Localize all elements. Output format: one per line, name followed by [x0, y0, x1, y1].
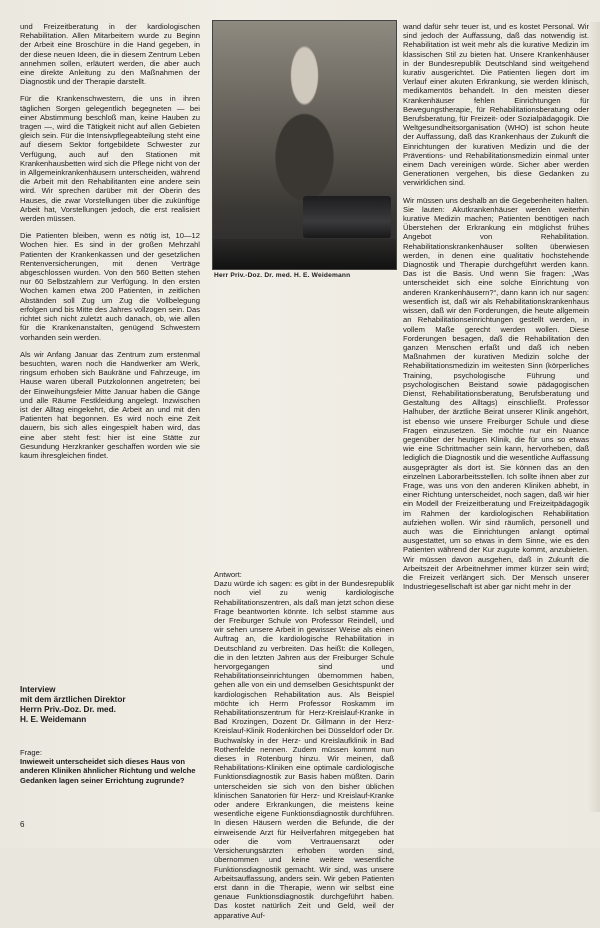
paragraph: Für die Krankenschwestern, die uns in ihren täglichen Sorgen gelegentlich begegneten — bei einer Abstimmung beschloß man, keine Hauben zu tragen —, wird die Tätigkeit nicht auf allen Gebieten gleich sein. Für die Intensivpflegeabteilung steht eine auf diesem Sektor fortgebildete Schwester zur Verfügung, auch auf den Stationen mit Krankenhausbetten wird sich die Pflege nicht von der in Allgemeinkrankenhäusern unterscheiden, während die Arbeit mit den Rehabilitanten eine andere sein wird. Wir sprechen darüber mit der Oberin des Hauses, die zwar Vorstellungen über die zukünftige Arbeit hat, Vorstellungen jedoch, die erst realisiert werden müssen. — [20, 94, 200, 224]
question-text: Inwieweit unterscheidet sich dieses Haus von anderen Kliniken ähnlicher Richtung und welche Gedanken lagen seiner Errichtung zugrunde? — [20, 757, 196, 785]
answer-label: Antwort: — [214, 570, 242, 579]
paragraph: wand dafür sehr teuer ist, und es kostet Personal. Wir sind jedoch der Auffassung, daß das notwendig ist. Rehabilitation ist weit mehr als die kurative Medizin im klassischen Stil zu bieten hat. Unsere Krankenhäuser in der Bundesrepublik Deutschland sind weitgehend kurativ ausgerichtet. Die Patienten liegen dort im Verlauf einer akuten Erkrankung, sie werden klinisch, medikamentös behandelt. In den meisten dieser Krankenhäuser fehlen Einrichtungen für Bewegungstherapie, für Rehabilitationsberatung oder Berufsberatung, für Freizeit- oder Sozialpädagogik. Die Weltgesundheitsorganisation (WHO) ist schon heute der Auffassung, daß das Krankenhaus der Zukunft die Einrichtungen der kurativen Medizin und die der Präventions- und Rehabilitationsmedizin einmal unter einem Dach vereinigen würde. Sicher aber werden Generationen vergehen, bis diese Gedanken zu verwirklichen sind. — [403, 22, 589, 188]
interview-question — [20, 748, 200, 785]
article-column-middle — [214, 570, 394, 928]
photo-caption: Herr Priv.-Doz. Dr. med. H. E. Weidemann — [214, 272, 351, 279]
typewriter-image — [303, 196, 391, 238]
paragraph: Als wir Anfang Januar das Zentrum zum erstenmal besuchten, waren noch die Handwerker am Werk, ringsum erhoben sich Baukräne und Fahrzeuge, im Hause waren überall Putzkolonnen angetreten; bei der Einweihungsfeier Mitte Januar haben die Gänge und alle Räume Festkleidung angelegt. Inzwischen ist der Alltag eingekehrt, die Arbeit an und mit den Patienten hat begonnen. Es wird noch eine Zeit dauern, bis sich alles eingespielt haben wird, das eine aber steht fest: hier ist eine Stätte zur Gesundung Herzkranker geschaffen worden wie sie kaum ihresgleichen findet. — [20, 349, 200, 460]
interview-heading — [20, 685, 200, 725]
desk-image — [213, 239, 396, 269]
article-column-right — [403, 22, 589, 599]
interview-heading-line: H. E. Weidemann — [20, 715, 87, 724]
portrait-photo — [212, 20, 397, 270]
paragraph: Wir müssen uns deshalb an die Gegebenheiten halten. Sie lauten: Akutkrankenhäuser werden weiterhin kurative Medizin machen; Patienten benötigen nach Überstehen der Erkrankung ein möglichst frühes Angebot von Rehabilitation. Rehabilitationskrankenhäuser sollten überwiesen werden, in denen eine qualitativ hochstehende Diagnostik und Therapie durchgeführt werden kann. Das ist die Basis. Und wenn Sie fragen: „Was unterscheidet sich eine solche Einrichtung von anderen Krankenhäusern?“, dann kann ich nur sagen: wesentlich ist, daß wir als Rehabilitationskrankenhaus wissen, daß wir den Forderungen, die heute allgemein an Rehabilitationseinrichtungen gestellt werden, in vollem Maße gerecht werden wollen. Diese Forderungen besagen, daß die Rehabilitation den ganzen Menschen erfaßt und daß ich neben Maßnahmen der kurativen Medizin solche der Rehabilitationsmedizin im weitesten Sinn (körperliches Training, psychologische Führung und psychologischen Beistand sowie pädagogischen Dienst, Rehabilitationsberatung, Berufsberatung und Gestaltung des Alltags) einschließt. Professor Halhuber, der ärztliche Beirat unserer Klinik angehört, ist ebenso wie unsere Freiburger Schule und diese Fragen einzusetzen. Sie möchte nur ein Nuance gegenüber der heutigen Klinik, die für uns so etwas wie eine Schrittmacher sein kann, hervorheben, daß lediglich die Diagnostik und die wesentliche Auffassung ausgeprägter als dort ist. Sie können das an den einzelnen Laborarbeitsstellen. Ich sollte ihnen aber zur Frage, was uns von den anderen Kliniken abhebt, in einer Richtung unterscheidet, noch sagen, daß wir hier ein Modell der Freizeitberatung und Freizeitpädagogik im Rahmen der kardiologischen Rehabilitation aufziehen wollen. Wir sind räumlich, personell und auch was die Einrichtungen anlangt optimal ausgestattet, um so etwas in dem Sinne, wie es den Patienten während der Kur zugute kommt, anzubieten. Wir müssen davon ausgehen, daß in Zukunft die Arbeitszeit der Arbeitnehmer immer kürzer sein wird; die Freizeit verlängert sich. Der Mensch unserer Industriegesellschaft ist aber gar nicht mehr in der — [403, 195, 589, 592]
question-label: Frage: — [20, 748, 42, 757]
page-edge — [589, 22, 600, 812]
paragraph: Die Patienten bleiben, wenn es nötig ist, 10—12 Wochen hier. Es sind in der großen Mehrzahl Patienten der Krankenkassen und der gesetzlichen Rentenversicherungen, mit denen Verträge abgeschlossen wurden. Von den 560 Betten stehen nur 60 Selbstzahlern zur Verfügung. In den ersten Wochen kamen etwa 200 Patienten, in zeitlichen Abständen soll Zug um Zug die Vollbelegung erfolgen und bis Mitte des Jahres vollzogen sein. Das richtet sich nicht zuletzt auch danach, ob, wie allen für die Krankenanstalten, genügend Schwestern vorhanden sein werden. — [20, 231, 200, 342]
interview-heading-line: Herrn Priv.-Doz. Dr. med. — [20, 705, 116, 714]
page-number: 6 — [20, 820, 25, 829]
paragraph: und Freizeitberatung in der kardiologischen Rehabilitation. Allen Mitarbeitern wurde zu Beginn der Arbeit eine Broschüre in die Hand gegeben, in der diese neuen Ideen, die in diesem Zentrum Leben annehmen sollen, erläutert werden, die aber auch eine direkte Anleitung zu den Maßnahmen der Diagnostik und der Therapie darstellt. — [20, 22, 200, 87]
interview-heading-line: mit dem ärztlichen Direktor — [20, 695, 126, 704]
paragraph: Dazu würde ich sagen: es gibt in der Bundesrepublik noch viel zu wenig kardiologische Rehabilitationszentren, als daß man jetzt schon diese Frage beantworten könnte. Ich selbst stamme aus der Freiburger Schule von Professor Reindell, und wir sehen unsere Arbeit in gewisser Weise als einen Auftrag an, die kardiologische Rehabilitation in Deutschland zu verbreiten. Das heißt: die Kollegen, die in den letzten Jahren aus der Freiburger Schule hervorgegangen sind und Rehabilitationseinrichtungen übernommen haben, gehen alle von ein und demselben Gesichtspunkt der kardiologischen Rehabilitation aus. Als Beispiel möchte ich Herrn Professor Roskamm im Rehabilitationszentrum für Herz-Kreislauf-Kranke in Bad Krozingen, Dozent Dr. Gillmann in der Herz-Kreislauf-Klinik Rodenkirchen bei Düsseldorf oder Dr. Buchwalsky in der Herz- und Kreislaufklinik in Bad Rothenfelde nennen. Zudem müssen kommt nun dieses in Rotenburg hinzu. Wir meinen, daß Rehabilitations-Kliniken eine optimale cardiologische Funktionsdiagnostik zur Basis haben müßten. Darin unterscheiden sie sich von den bisher üblichen klinischen Sanatorien für Herz- und Kreislauf-Kranke oder andere Erkrankungen, die meistens keine wesentliche eigene Funktionsdiagnostik durchführen. In diesen Häusern werden die Befunde, die der einweisende Arzt für Heilverfahren mitgegeben hat oder die vom Vertrauensarzt oder Versicherungsärzten erhoben worden sind, übernommen und keine weitere wesentliche Funktionsdiagnostik gemacht. Wir sind, was unsere Arbeitsauffassung, anders sein. Wir geben Patienten erst dann in die Therapie, wenn wir selbst eine genaue Funktionsdiagnostik durchgeführt haben. Das kostet natürlich Zeit und Geld, weil der apparative Auf- — [214, 579, 394, 920]
article-column-left — [20, 22, 200, 468]
interview-heading-line: Interview — [20, 685, 56, 694]
